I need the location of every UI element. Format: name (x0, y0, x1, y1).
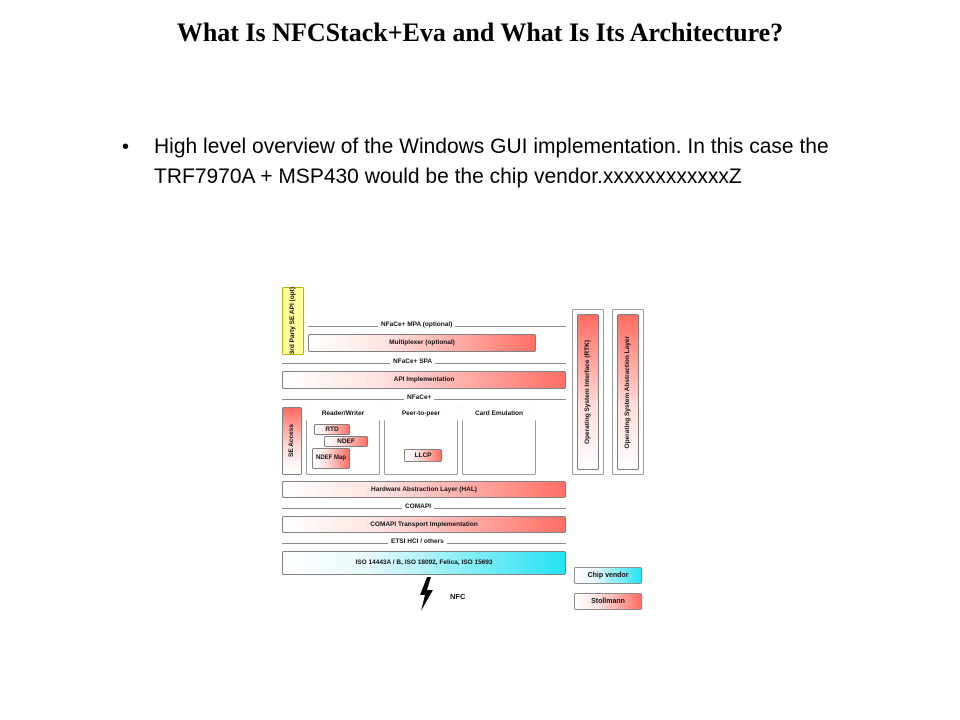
comapi-label: COMAPI (402, 503, 434, 510)
api-implementation-box: API Implementation (282, 371, 566, 389)
third-party-se-api-box (282, 287, 304, 355)
se-access-box (282, 407, 302, 475)
mpa-label: NFaCe+ MPA (optional) (378, 321, 455, 328)
etsi-label: ETSI HCI / others (388, 538, 447, 545)
bullet-list (118, 132, 878, 192)
nfacep-label: NFaCe+ (404, 394, 434, 401)
reader-writer-label: Reader/Writer (306, 407, 380, 421)
bullet-text: High level overview of the Windows GUI implementation. In this case the TRF7970A + MSP430 would be the chip vendor.xxxxxxxxxxxxZ (154, 135, 829, 188)
peer-to-peer-label: Peer-to-peer (384, 407, 458, 421)
comapi-transport-box: COMAPI Transport Implementation (282, 516, 566, 533)
hal-box: Hardware Abstraction Layer (HAL) (282, 481, 566, 498)
osal-label: Operating System Abstraction Layer (624, 335, 632, 449)
llcp-box: LLCP (404, 449, 442, 462)
multiplexer-box: Multiplexer (optional) (308, 334, 536, 352)
page-title: What Is NFCStack+Eva and What Is Its Architecture? (176, 18, 784, 47)
list-item (118, 132, 878, 192)
se-access-label: SE Access (288, 424, 296, 458)
card-emulation-label: Card Emulation (462, 407, 536, 421)
bullet-marker: • (122, 136, 130, 158)
ndef-map-box: NDEF Map (312, 448, 350, 469)
ndef-box: NDEF (324, 436, 368, 447)
rtd-box: RTD (314, 424, 350, 435)
iso-standards-box: ISO 14443A / B, ISO 18092, Felica, ISO 15693 (282, 551, 566, 575)
legend-stollmann: Stollmann (574, 593, 642, 610)
osif-box (577, 314, 599, 470)
osal-box (617, 314, 639, 470)
osif-label: Operating System Interface (RTK) (584, 339, 592, 445)
legend-chip-vendor: Chip vendor (574, 567, 642, 584)
spa-label: NFaCe+ SPA (390, 358, 435, 365)
architecture-diagram (278, 285, 668, 615)
third-party-se-api-label: 3rd Party SE API (opt) (289, 287, 297, 355)
lightning-bolt-icon (418, 577, 434, 611)
nfc-label: NFC (450, 592, 466, 601)
